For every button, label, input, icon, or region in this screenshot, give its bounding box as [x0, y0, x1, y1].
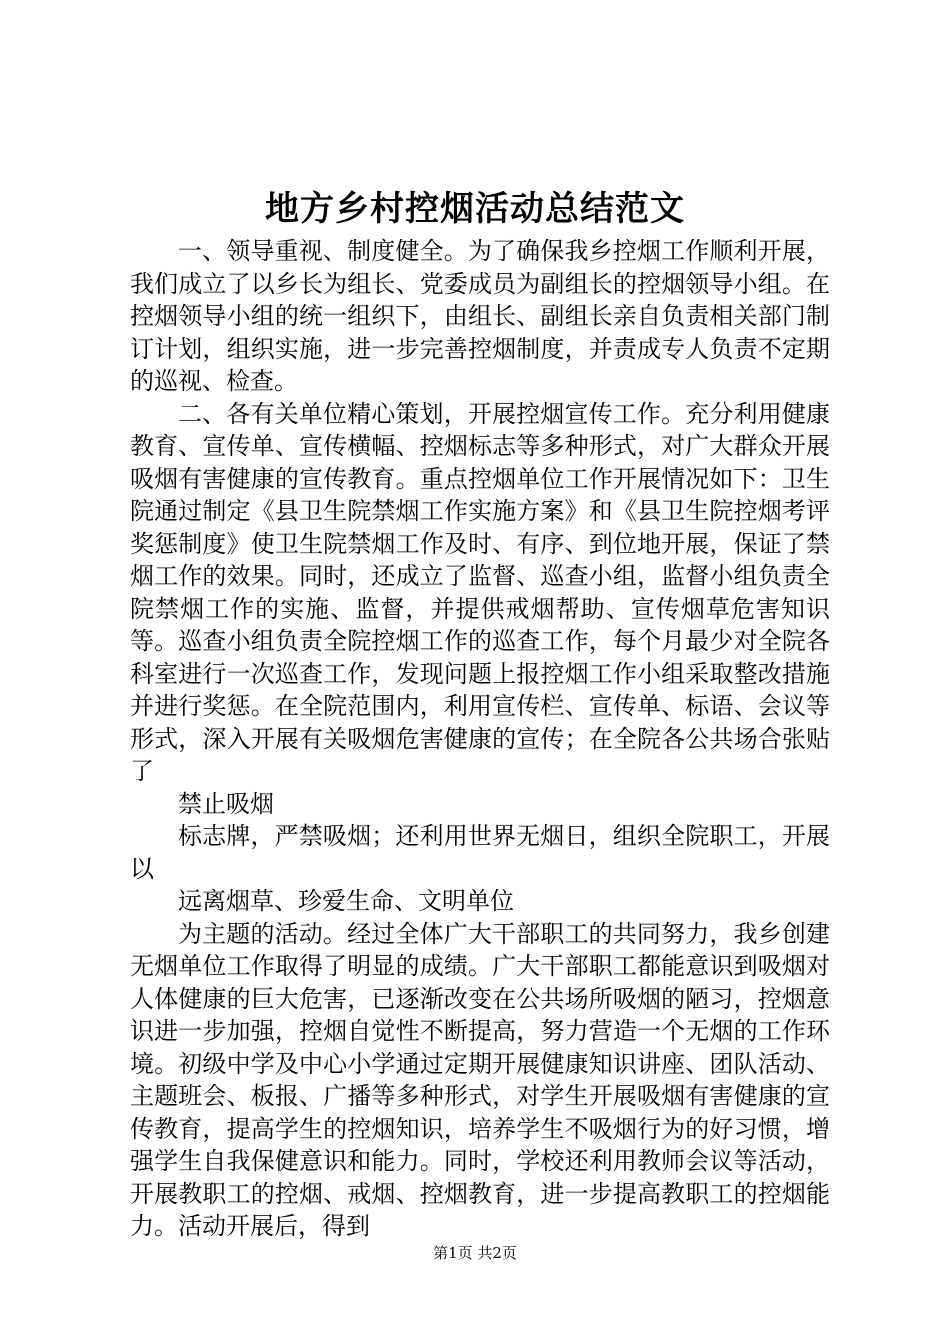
- paragraph-leadership: 一、领导重视、制度健全。为了确保我乡控烟工作顺利开展，我们成立了以乡长为组长、党委成员为副组长的控烟领导小组。在控烟领导小组的统一组织下，由组长、副组长亲自负责相关部门制订计划，组织实施，进一步完善控烟制度，并责成专人负责不定期的巡视、检查。: [130, 237, 830, 395]
- paragraph-no-smoking: 禁止吸烟: [178, 789, 274, 818]
- paragraph-publicity: 二、各有关单位精心策划，开展控烟宣传工作。充分利用健康教育、宣传单、宣传横幅、控烟标志等多种形式，对广大群众开展吸烟有害健康的宣传教育。重点控烟单位工作开展情况如下：卫生院通过制定《县卫生院禁烟工作实施方案》和《县卫生院控烟考评奖惩制度》使卫生院禁烟工作及时、有序、到位地开展，保证了禁烟工作的效果。同时，还成立了监督、巡查小组，监督小组负责全院禁烟工作的实施、监督，并提供戒烟帮助、宣传烟草危害知识等。巡查小组负责全院控烟工作的巡查工作，每个月最少对全院各科室进行一次巡查工作，发现问题上报控烟工作小组采取整改措施并进行奖惩。在全院范围内，利用宣传栏、宣传单、标语、会议等形式，深入开展有关吸烟危害健康的宣传；在全院各公共场合张贴了: [130, 399, 830, 785]
- page-footer: 第1页 共2页: [433, 1244, 517, 1262]
- paragraph-theme: 远离烟草、珍爱生命、文明单位: [178, 887, 514, 915]
- document-title: 地方乡村控烟活动总结范文: [265, 189, 685, 229]
- paragraph-signboard: 标志牌，严禁吸烟；还利用世界无烟日，组织全院职工，开展以: [130, 822, 830, 883]
- document-body: [130, 235, 830, 1243]
- paragraph-results: 为主题的活动。经过全体广大干部职工的共同努力，我乡创建无烟单位工作取得了明显的成绩。广大干部职工都能意识到吸烟对人体健康的巨大危害，已逐渐改变在公共场所吸烟的陋习，控烟意识进一步加强，控烟自觉性不断提高，努力营造一个无烟的工作环境。初级中学及中心小学通过定期开展健康知识讲座、团队活动、主题班会、板报、广播等多种形式，对学生开展吸烟有害健康的宣传教育，提高学生的控烟知识，培养学生不吸烟行为的好习惯，增强学生自我保健意识和能力。同时，学校还利用教师会议等活动，开展教职工的控烟、戒烟、控烟教育，进一步提高教职工的控烟能力。活动开展后，得到: [130, 919, 830, 1240]
